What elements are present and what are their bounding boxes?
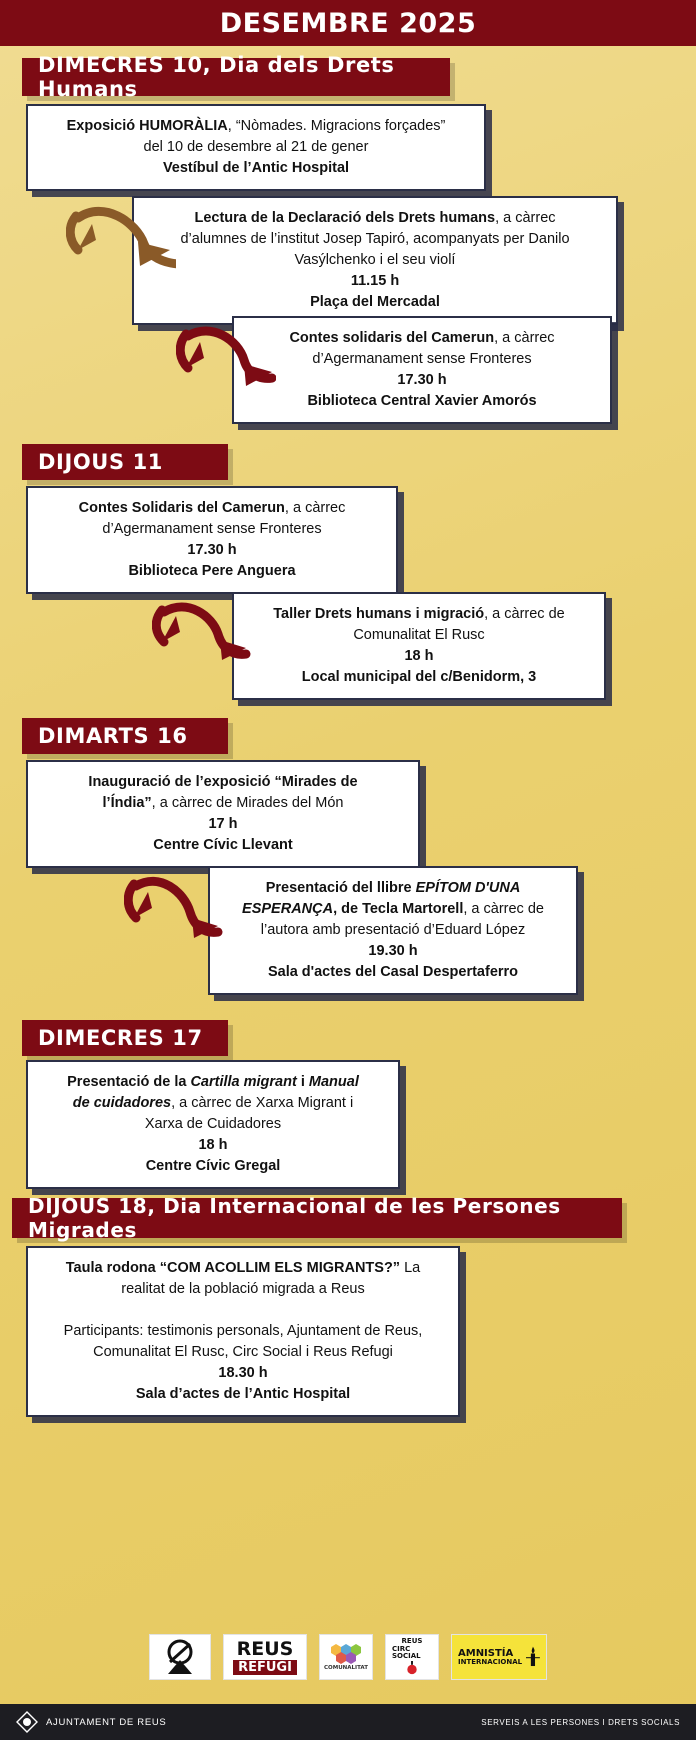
event-line <box>40 793 406 814</box>
comunalitat-label: COMUNALITAT <box>324 1665 368 1672</box>
event-line <box>40 1258 446 1279</box>
event-line <box>246 391 598 412</box>
event-line <box>40 1114 386 1135</box>
amnistia-internacional-logo <box>451 1634 547 1680</box>
event-line <box>40 1300 446 1321</box>
page-title: DESEMBRE 2025 <box>219 7 477 39</box>
arrow-icon <box>152 598 252 674</box>
footer-bar <box>0 1704 696 1740</box>
event-text-run: EPÍTOM D'UNA <box>415 880 521 896</box>
agermanament-icon <box>160 1638 200 1676</box>
day-heading-dijous-11 <box>22 444 228 480</box>
event-text-run: , de Tecla Martorell <box>333 901 464 918</box>
day-heading-dijous-18 <box>12 1194 622 1242</box>
event-text-run: i <box>296 1074 309 1090</box>
event-text-run: ESPERANÇA <box>242 901 334 918</box>
event-text-run: 11.15 h <box>350 273 400 290</box>
event-text-run: del 10 de desembre al 21 de gener <box>143 139 369 156</box>
event-text-run: , a càrrec <box>495 210 556 226</box>
hexagons-icon <box>329 1642 363 1664</box>
event-card <box>208 866 578 995</box>
event-text-run: , a càrrec <box>494 330 555 346</box>
event-text-run: de cuidadores <box>72 1095 172 1112</box>
event-line <box>246 604 592 625</box>
event-line <box>40 116 472 137</box>
reus-circ-social-logo <box>385 1634 439 1680</box>
event-text-run: Taller Drets humans i migració <box>273 606 485 622</box>
arrow-icon <box>176 322 276 402</box>
comunalitat-logo <box>319 1634 373 1680</box>
event-text-run: d’Agermanament sense Fronteres <box>312 351 532 368</box>
event-line <box>246 667 592 688</box>
event-line <box>40 1072 386 1093</box>
circ-line1: REUS <box>401 1637 423 1645</box>
reus-refugi-logo <box>223 1634 307 1680</box>
event-line <box>40 1321 446 1342</box>
event-text-run: Local municipal del c/Benidorm, 3 <box>301 669 537 686</box>
event-line <box>40 561 384 582</box>
event-text-run: d’Agermanament sense Fronteres <box>102 521 322 538</box>
event-line <box>40 1342 446 1363</box>
event-text-run: , a càrrec de <box>484 606 565 622</box>
event-text-run: Taula rodona “COM ACOLLIM ELS MIGRANTS?” <box>65 1260 401 1276</box>
event-text-run: Plaça del Mercadal <box>310 294 440 311</box>
event-text-run: l’Índia” <box>102 795 152 812</box>
day-heading-label: DIJOUS 18, Dia Internacional de les Persones Migrades <box>28 1194 561 1242</box>
event-text-run: Manual <box>308 1074 359 1090</box>
amnistia-line2: INTERNACIONAL <box>458 1657 523 1666</box>
event-text-run: Sala d’actes de l’Antic Hospital <box>135 1386 351 1403</box>
poster-title-bar <box>0 0 696 46</box>
event-line <box>146 208 604 229</box>
day-heading-dimecres-17 <box>22 1020 228 1056</box>
event-text-run: realitat de la població migrada a Reus <box>121 1281 365 1298</box>
reus-refugi-line2: REFUGI <box>233 1660 297 1675</box>
event-text-run: 17.30 h <box>397 372 447 389</box>
event-line <box>40 137 472 158</box>
arrow-icon <box>66 200 176 290</box>
agermanament-logo <box>149 1634 211 1680</box>
day-heading-label: DIMECRES 17 <box>38 1026 203 1050</box>
event-text-run: 19.30 h <box>368 943 418 960</box>
event-card <box>132 196 618 325</box>
event-line <box>40 519 384 540</box>
event-text-run: Sala d'actes del Casal Despertaferro <box>267 964 519 981</box>
event-text-run: Xarxa de Cuidadores <box>144 1116 282 1133</box>
event-text-run: Centre Cívic Llevant <box>153 837 293 854</box>
event-line <box>40 498 384 519</box>
event-line <box>40 772 406 793</box>
event-line <box>246 625 592 646</box>
arrow-icon <box>124 872 224 952</box>
event-text-run: , a càrrec de Mirades del Món <box>151 795 344 812</box>
day-heading-label: DIMARTS 16 <box>38 724 188 748</box>
event-line <box>246 349 598 370</box>
event-text-run: , a càrrec de Xarxa Migrant i <box>171 1095 354 1112</box>
event-line <box>40 814 406 835</box>
event-line <box>246 328 598 349</box>
event-text-run: , “Nòmades. Migracions forçades” <box>227 118 446 134</box>
event-text-run: 17.30 h <box>187 542 237 559</box>
event-card <box>26 486 398 594</box>
event-text-run: l’autora amb presentació d’Eduard López <box>260 922 526 939</box>
logos-band <box>0 1626 696 1688</box>
event-text-run: Comunalitat El Rusc <box>353 627 485 644</box>
footer-left <box>16 1711 166 1733</box>
candle-barbed-wire-icon <box>526 1642 540 1672</box>
day-heading-dimarts-16 <box>22 718 228 754</box>
juggling-ball-icon <box>402 1661 422 1676</box>
event-line <box>246 646 592 667</box>
event-text-run: Participants: testimonis personals, Ajuntament de Reus, <box>63 1323 423 1340</box>
amnistia-line1: AMNISTÍA <box>458 1647 514 1659</box>
event-card <box>26 760 420 868</box>
circ-line2: CIRC SOCIAL <box>392 1645 421 1660</box>
event-text-run: Centre Cívic Gregal <box>145 1158 281 1175</box>
event-card <box>26 1060 400 1189</box>
footer-left-label: AJUNTAMENT DE REUS <box>46 1716 167 1728</box>
event-line <box>40 540 384 561</box>
event-line <box>222 941 564 962</box>
event-text-run: Comunalitat El Rusc, Circ Social i Reus Refugi <box>93 1344 393 1361</box>
event-text-run: , a càrrec de <box>463 901 544 918</box>
event-line <box>246 370 598 391</box>
event-line <box>40 1156 386 1177</box>
event-line <box>146 250 604 271</box>
day-heading-label: DIJOUS 11 <box>38 450 164 474</box>
event-text-run: Biblioteca Pere Anguera <box>128 563 296 580</box>
event-line <box>146 229 604 250</box>
event-card <box>26 1246 460 1417</box>
event-line <box>222 962 564 983</box>
event-text-run: Vestíbul de l’Antic Hospital <box>162 160 350 177</box>
event-text-run: 18.30 h <box>218 1365 268 1382</box>
event-text-run: Contes solidaris del Camerun <box>289 330 495 346</box>
day-heading-label: DIMECRES 10, Dia dels Drets Humans <box>38 53 395 101</box>
ajuntament-de-reus-logo-icon <box>16 1711 38 1733</box>
event-line <box>146 292 604 313</box>
event-line <box>40 1279 446 1300</box>
footer-right-label: SERVEIS A LES PERSONES I DRETS SOCIALS <box>481 1717 680 1727</box>
event-text-run: Cartilla migrant <box>190 1074 297 1090</box>
event-text-run: Presentació del llibre <box>265 880 416 896</box>
reus-refugi-line1: REUS <box>236 1637 294 1660</box>
event-line <box>40 1384 446 1405</box>
day-heading-dimecres-10 <box>22 53 450 101</box>
event-text-run: Exposició HUMORÀLIA <box>66 118 228 134</box>
event-text-run: 18 h <box>198 1137 228 1154</box>
event-text-run: Inauguració de l’exposició “Mirades de <box>88 774 358 790</box>
event-text-run: La <box>400 1260 421 1276</box>
event-text-run: Presentació de la <box>67 1074 191 1090</box>
event-line <box>222 878 564 899</box>
event-text-run: Biblioteca Central Xavier Amorós <box>307 393 537 410</box>
event-card <box>232 592 606 700</box>
event-text-run: , a càrrec <box>284 500 346 516</box>
event-line <box>146 271 604 292</box>
event-line <box>40 1135 386 1156</box>
event-text-run: d’alumnes de l’institut Josep Tapiró, acompanyats per Danilo <box>180 231 570 248</box>
event-text-run: 17 h <box>208 816 238 833</box>
event-line <box>40 1093 386 1114</box>
event-card <box>232 316 612 424</box>
event-text-run: 18 h <box>404 648 434 665</box>
event-line <box>222 920 564 941</box>
event-text-run: Lectura de la Declaració dels Drets humans <box>194 210 496 226</box>
event-line <box>40 1363 446 1384</box>
event-text-run: Vasýlchenko i el seu violí <box>294 252 456 269</box>
event-line <box>40 158 472 179</box>
event-text-run: Contes Solidaris del Camerun <box>78 500 285 516</box>
event-line <box>222 899 564 920</box>
event-line <box>40 835 406 856</box>
event-card <box>26 104 486 191</box>
